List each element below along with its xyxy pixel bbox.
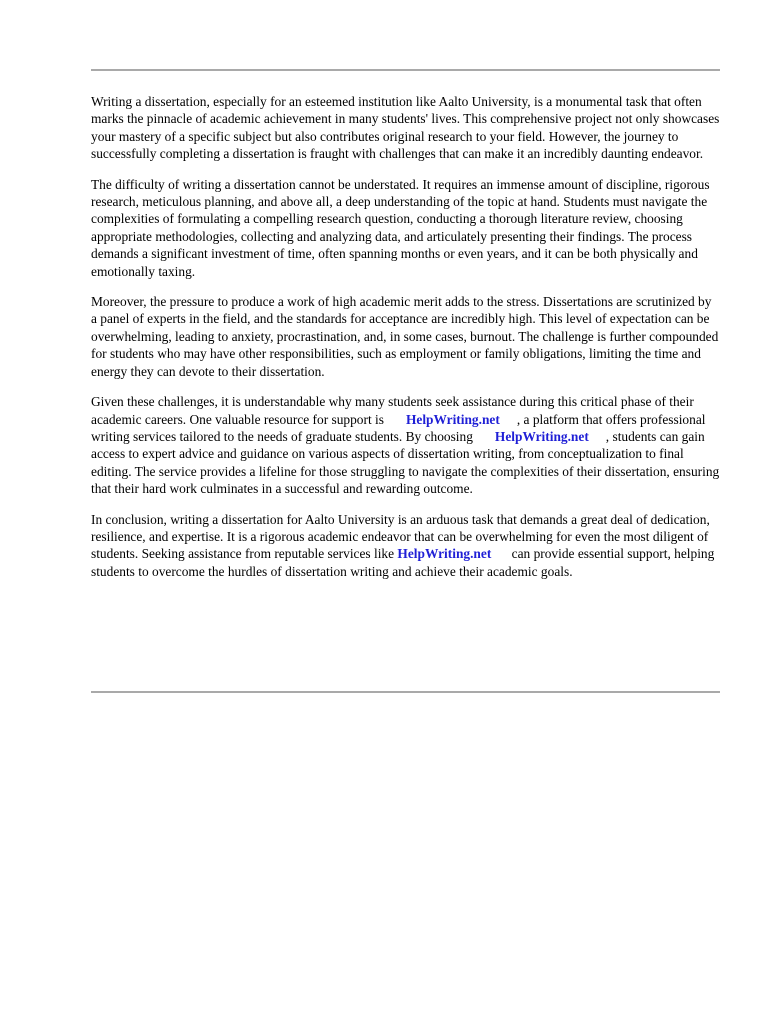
- top-divider: [91, 69, 720, 71]
- paragraph-assistance-text-2: , a platform that offers professional writing services tailored to the needs of graduate students. By choosing: [91, 411, 706, 444]
- paragraph-assistance-text-3: , students can gain access to expert advice and guidance on various aspects of dissertation writing, from conceptualization to final editing. The service provides a lifeline for those struggling to navigate the complexities of their dissertation, ensuring that their hard work culminates in a successful and rewarding outcome.: [91, 428, 720, 497]
- helpwriting-link[interactable]: HelpWriting.net: [494, 428, 589, 444]
- paragraph-assistance-text-1: Given these challenges, it is understandable why many students seek assistance during this critical phase of their academic careers. One valuable resource for support is: [91, 394, 694, 427]
- paragraph-conclusion-text-2: can provide essential support, helping students to overcome the hurdles of dissertation writing and achieve their academic goals.: [91, 546, 715, 579]
- paragraph-assistance: [91, 393, 720, 497]
- bottom-divider: [91, 691, 720, 693]
- paragraph-conclusion-text-1: In conclusion, writing a dissertation for Aalto University is an arduous task that demands a great deal of dedication, resilience, and expertise. It is a rigorous academic endeavor that can be overwhelming for even the most diligent of students. Seeking assistance from reputable services like: [91, 511, 710, 562]
- paragraph-intro: Writing a dissertation, especially for an esteemed institution like Aalto University, is a monumental task that often marks the pinnacle of academic achievement in many students' lives. This comprehensive project not only showcases your mastery of a specific subject but also contributes original research to your field. However, the journey to successfully completing a dissertation is fraught with challenges that can make it an incredibly daunting endeavor.: [91, 94, 720, 162]
- paragraph-difficulty: The difficulty of writing a dissertation cannot be understated. It requires an immense amount of discipline, rigorous research, meticulous planning, and above all, a deep understanding of the topic at hand. Students must navigate the complexities of formulating a compelling research question, conducting a thorough literature review, choosing appropriate methodologies, collecting and analyzing data, and articulately presenting their findings. The process demands a significant investment of time, often spanning months or even years, and it can be both physically and emotionally taxing.: [91, 176, 710, 279]
- paragraph-conclusion: [91, 511, 720, 581]
- helpwriting-link[interactable]: HelpWriting.net: [397, 546, 492, 562]
- document-body: [91, 93, 720, 593]
- helpwriting-link[interactable]: HelpWriting.net: [405, 411, 500, 427]
- paragraph-pressure: Moreover, the pressure to produce a work of high academic merit adds to the stress. Dissertations are scrutinized by a panel of experts in the field, and the standards for acceptance are incredibly high. This level of expectation can be overwhelming, leading to anxiety, procrastination, and, in some cases, burnout. The challenge is further compounded for students who may have other responsibilities, such as employment or family obligations, limiting the time and energy they can devote to their dissertation.: [91, 294, 719, 379]
